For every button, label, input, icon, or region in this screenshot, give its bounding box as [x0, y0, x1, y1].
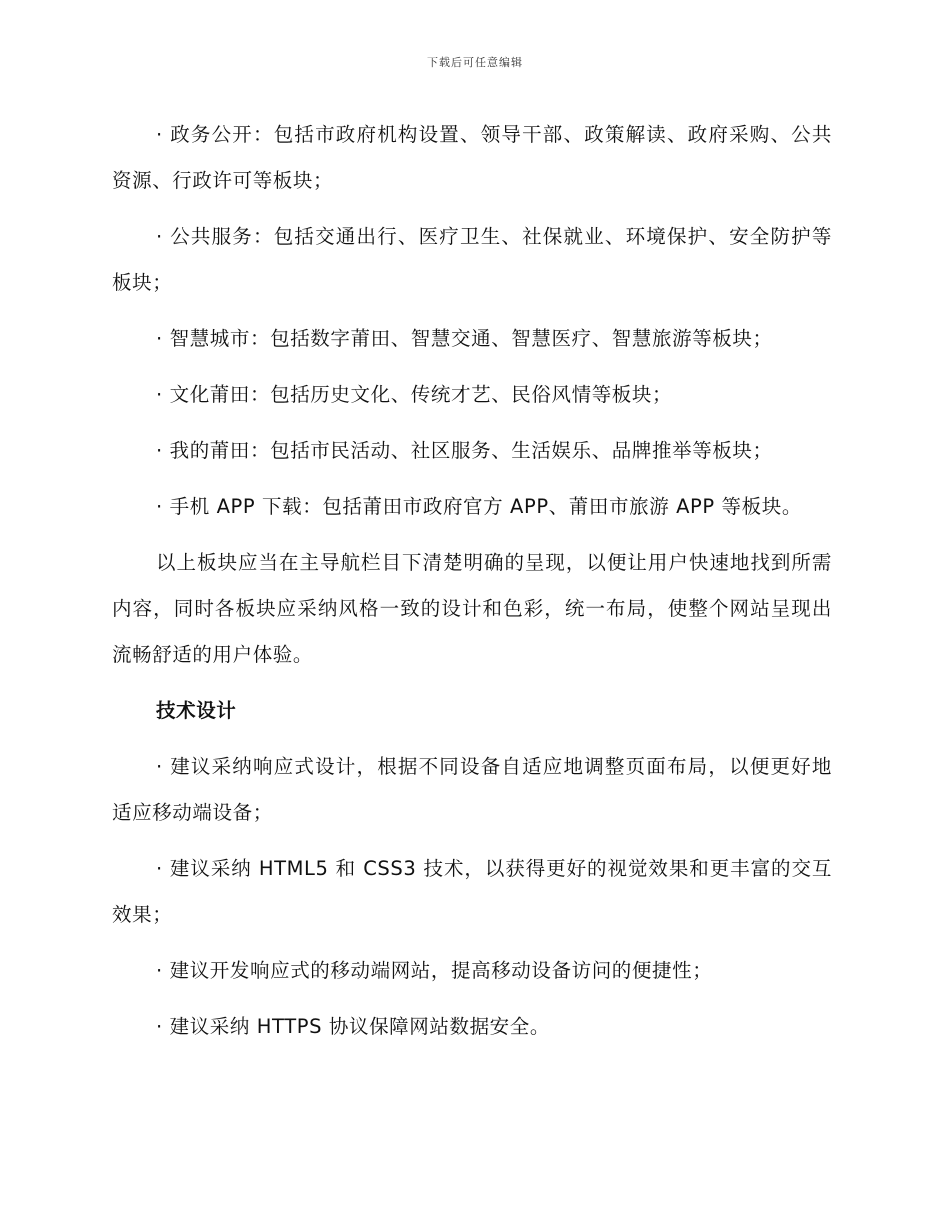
summary-paragraph: 以上板块应当在主导航栏目下清楚明确的呈现，以便让用户快速地找到所需内容，同时各板块应采纳风格一致的设计和色彩，统一布局，使整个网站呈现出流畅舒适的用户体验。 [112, 551, 832, 666]
bullet-item-html5-css3: · 建议采纳 HTML5 和 CSS3 技术，以获得更好的视觉效果和更丰富的交互效果； [112, 857, 832, 926]
bullet-item-app-download: · 手机 APP 下载：包括莆田市政府官方 APP、莆田市旅游 APP 等板块。 [156, 495, 802, 518]
bullet-item-https: · 建议采纳 HTTPS 协议保障网站数据安全。 [156, 1015, 550, 1038]
document-content [112, 112, 832, 1060]
page-header-note: 下载后可任意编辑 [427, 56, 523, 69]
bullet-item-mobile-site: · 建议开发响应式的移动端网站，提高移动设备访问的便捷性； [156, 959, 713, 982]
bullet-item-gov-affairs: · 政务公开：包括市政府机构设置、领导干部、政策解读、政府采购、公共资源、行政许可等板块； [112, 123, 832, 192]
bullet-item-my-putian: · 我的莆田：包括市民活动、社区服务、生活娱乐、品牌推举等板块； [156, 439, 773, 462]
section-heading-tech-design: 技术设计 [156, 699, 237, 722]
bullet-item-responsive: · 建议采纳响应式设计，根据不同设备自适应地调整页面布局，以便更好地适应移动端设备； [112, 755, 832, 824]
bullet-item-public-services: · 公共服务：包括交通出行、医疗卫生、社保就业、环境保护、安全防护等板块； [112, 225, 832, 294]
bullet-item-culture: · 文化莆田：包括历史文化、传统才艺、民俗风情等板块； [156, 383, 673, 406]
bullet-item-smart-city: · 智慧城市：包括数字莆田、智慧交通、智慧医疗、智慧旅游等板块； [156, 327, 773, 350]
